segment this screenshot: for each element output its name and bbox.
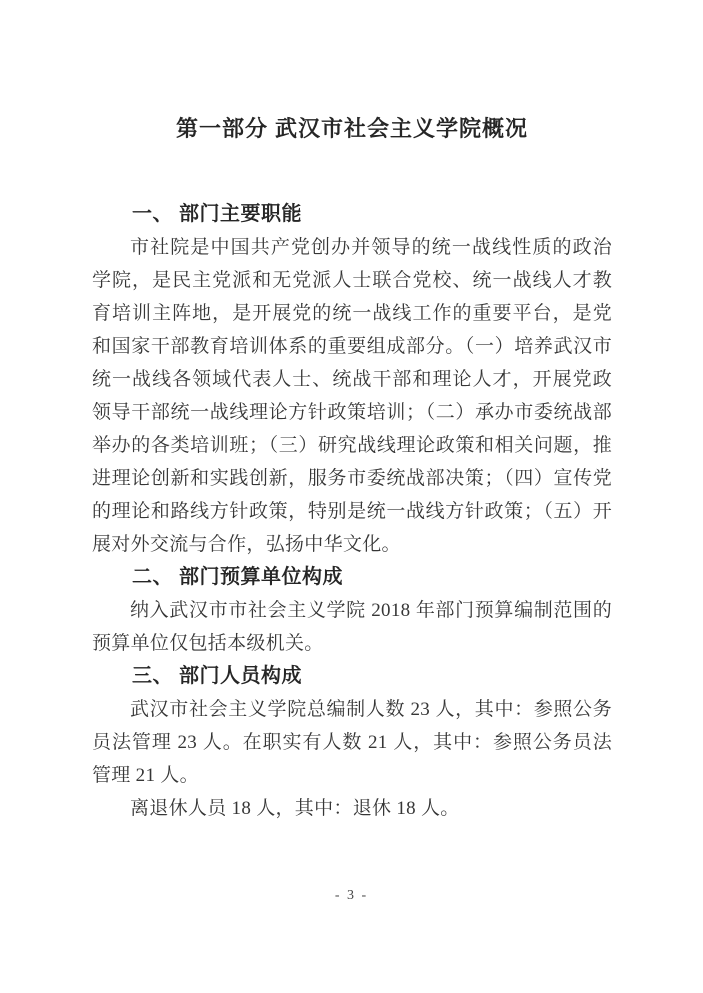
section-3-paragraph-2: 离退休人员 18 人，其中：退休 18 人。: [130, 798, 460, 819]
section-heading-2: 二、 部门预算单位构成: [132, 566, 344, 588]
section-3-paragraph-1: 武汉市社会主义学院总编制人数 23 人，其中：参照公务员法管理 23 人。在职实有人数 21 人，其中：参照公务员法管理 21 人。: [92, 699, 612, 786]
page-number: - 3 -: [334, 888, 369, 903]
section-heading-1: 一、 部门主要职能: [132, 203, 303, 225]
document-title: 第一部分 武汉市社会主义学院概况: [175, 116, 529, 141]
section-heading-3: 三、 部门人员构成: [132, 665, 303, 687]
section-2-paragraph: 纳入武汉市市社会主义学院 2018 年部门预算编制范围的预算单位仅包括本级机关。: [92, 600, 612, 654]
document-content: [92, 0, 612, 825]
section-1-paragraph: 市社院是中国共产党创办并领导的统一战线性质的政治学院，是民主党派和无党派人士联合党校、统一战线人才教育培训主阵地，是开展党的统一战线工作的重要平台，是党和国家干部教育培训体系的重要组成部分。（一）培养武汉市统一战线各领域代表人士、统战干部和理论人才，开展党政领导干部统一战线理论方针政策培训；（二）承办市委统战部举办的各类培训班；（三）研究战线理论政策和相关问题，推进理论创新和实践创新，服务市委统战部决策；（四）宣传党的理论和路线方针政策，特别是统一战线方针政策；（五）开展对外交流与合作，弘扬中华文化。: [92, 237, 612, 555]
